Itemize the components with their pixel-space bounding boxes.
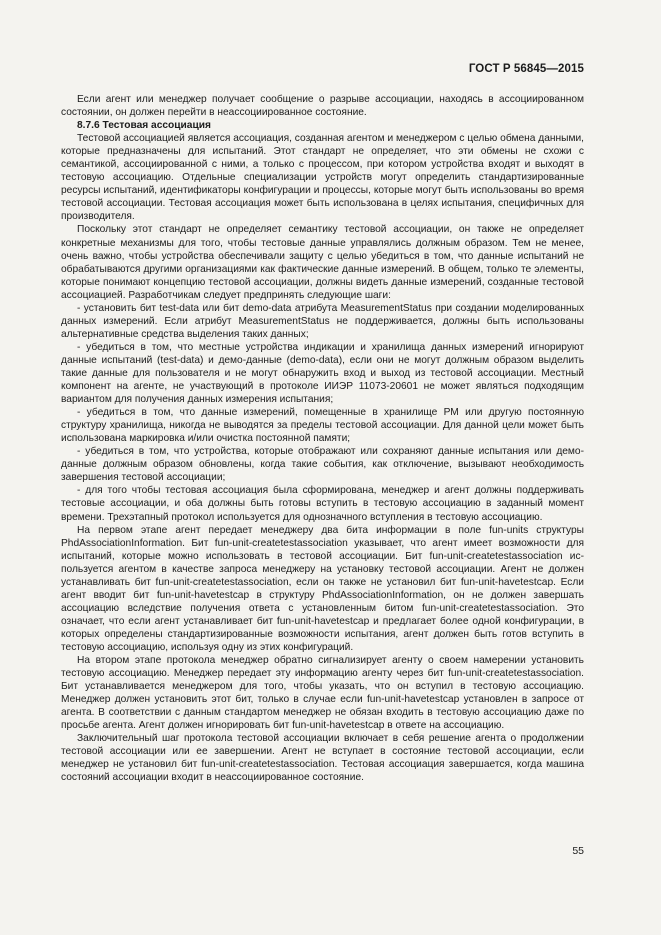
paragraph: На первом этапе агент передает менеджеру два бита информации в поле fun-units структуры PhdAssociationInformation. Бит fun-unit-createtestassociation указывает, что агент имеет возможности для испытаний, которые можно использовать в тестовой ассоциации. Бит fun-unit-createtestassociation используется агентом в качестве запроса менеджеру на установку тестовой ассоциации. Агент не должен устанавливать бит fun-unit-createtestassociation, если он также не установил бит fun-unit-havetestcap. Если агент вводит бит fun-unit-havetestcap в структуру PhdAssociationInformation, он не должен завершать ассоциацию вследствие получения ответа с установленным битом fun-unit-createtestassociation. Это означает, что если агент устанавливает бит fun-unit-havetestcap и предлагает более одной конфигурации, в которых определены стандартизированные возможности испытания, агент должен быть готов вступить в тестовую ассоциацию, используя одну из этих конфигураций. bbox=[61, 524, 584, 653]
paragraph: Поскольку этот стандарт не определяет семантику тестовой ассоциации, он также не определяет конкретные механизмы для того, чтобы тестовые данные управлялись должным образом. Тем не менее, очень важно, чтобы устройства обеспечивали защиту с целью убедиться в том, что данные испытаний не обрабатываются другими организациями как фактические данные измерений. В общем, только те элементы, которые понимают концепцию тестовой ассоциации, должны видеть данные измерений, созданные тестовой ассоциацией. Разработчикам следует предпринять следующие шаги: bbox=[61, 224, 584, 301]
paragraph: Тестовой ассоциацией является ассоциация, созданная агентом и менеджером с целью обмена данными, которые предназначены для испытаний. Этот стандарт не определяет, что эти обмены не схожи с семантикой, ассоциированной с ними, а только с процессом, при котором устройства входят и выходят в тестовую ассоциацию. Отдельные специализации устройств могут определить стандартизированные ресурсы испытаний, идентификаторы конфигурации и процессы, которые могут быть использованы во время тестовой ассоциации. Тестовая ассоциация может быть использована в целях испытания, специфичных для производителя. bbox=[61, 133, 584, 223]
list-item: - убедиться в том, что данные измерений, помещенные в хранилище РМ или другую постоянную структуру хранилища, никогда не выводятся за пределы тестовой ассоциации. Для данной цели может быть использована маркировка и/или очистка постоянной памяти; bbox=[61, 407, 584, 445]
document-body bbox=[61, 93, 584, 784]
section-heading: 8.7.6 Тестовая ассоциация bbox=[77, 120, 211, 132]
list-item: - для того чтобы тестовая ассоциация была сформирована, менеджер и агент должны поддерживать тестовые ассоциации, и оба должны быть готовы вступить в тестовую ассоциацию в заданный момент времени. Трехэтапный протокол используется для однозначного вступления в тестовую ассоциацию. bbox=[61, 485, 584, 523]
paragraph: На втором этапе протокола менеджер обратно сигнализирует агенту о своем намерении установить тестовую ассоциацию. Менеджер передает эту информацию агенту через бит fun-unit-createtestassociation. Бит устанавливается менеджером для того, чтобы указать, что он вступил в тестовую ассоциацию. Менеджер должен установить этот бит, только в случае если fun-unit-havetestcap установлен в запросе от агента. В соответствии с данным стандартом менеджер не обязан входить в тестовую ассоциацию даже по просьбе агента. Агент должен игнорировать бит fun-unit-havetestcap в ответе на ассоциацию. bbox=[61, 655, 584, 732]
list-item: - убедиться в том, что местные устройства индикации и хранилища данных измерений игнорируют данные испытаний (test-data) и демо-данные (demo-data), если они не могут должным образом выделить такие данные для пользователя и не могут обнаружить вход и выход из тестовой ассоциации. Местный компонент на агенте, не участвующий в протоколе ИИЭР 11073-20601 не может являться подходящим вариантом для получения данных измерения испытания; bbox=[61, 341, 584, 406]
list-item: - установить бит test-data или бит demo-data атрибута MeasurementStatus при создании моделированных данных измерений. Если атрибут MeasurementStatus не поддерживается, должны быть использованы альтернативные средства выделения таких данных; bbox=[61, 302, 584, 340]
page-number: 55 bbox=[572, 845, 584, 857]
paragraph: Заключительный шаг протокола тестовой ассоциации включает в себя решение агента о продолжении тестовой ассоциации или ее завершении. Агент не вступает в состояние тестовой ассоциации, если менеджер не установил бит fun-unit-createtestassociation. Тестовая ассоциация завершается, когда машина состояний ассоциации входит в неассоциированное состояние. bbox=[61, 733, 584, 784]
paragraph: Если агент или менеджер получает сообщение о разрыве ассоциации, находясь в ассоциированном состоянии, он должен перейти в неассоциированное состояние. bbox=[61, 94, 584, 119]
list-item: - убедиться в том, что устройства, которые отображают или сохраняют данные испытания или демо-данные должным образом обновлены, когда такие события, как отключение, вызывают необходимость завершения тестовой ассоциации; bbox=[61, 446, 584, 484]
standard-header: ГОСТ Р 56845—2015 bbox=[468, 63, 584, 75]
